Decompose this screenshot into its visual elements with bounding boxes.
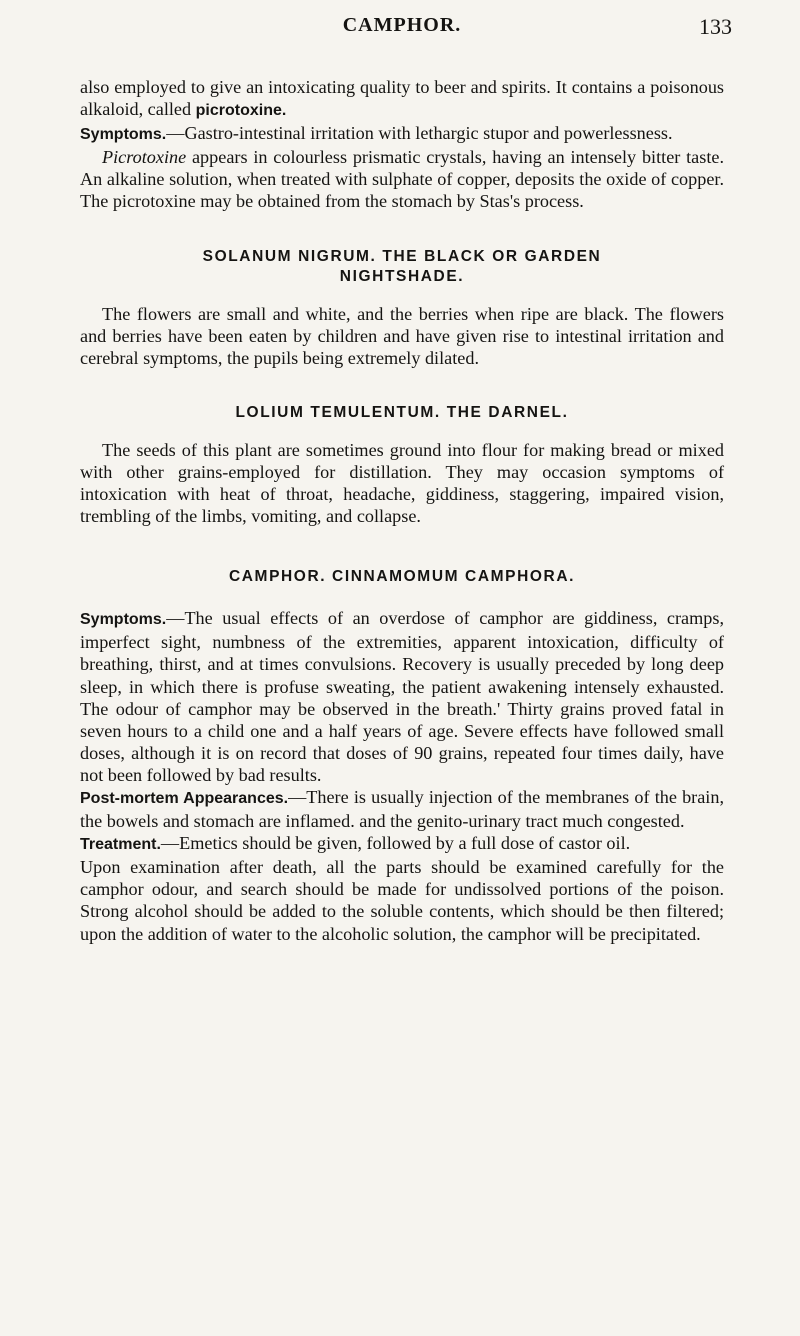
solanum-heading-line1: SOLANUM NIGRUM. THE BLACK OR GARDEN [202, 247, 602, 265]
intro-symptoms-label: Symptoms. [80, 126, 167, 144]
postmortem-paragraph [80, 786, 724, 832]
lolium-paragraph: The seeds of this plant are sometimes ground into flour for making bread or mixed with other grains-employed for distillation. They may occasion symptoms of intoxication with heat of throat, headache, giddiness, staggering, impaired vision, trembling of the limbs, vomiting, and collapse. [80, 439, 724, 527]
running-head [80, 0, 732, 76]
picrotoxine-text: appears in colourless prismatic crystals, having an intensely bitter taste. An alkaline solution, when treated with sulphate of copper, deposits the oxide of copper. The picrotoxine may be obtained from the stomach by Stas's process. [80, 147, 725, 212]
treatment-text: —Emetics should be given, followed by a full dose of castor oil. [160, 833, 631, 854]
intro-text: also employed to give an intoxicating quality to beer and spirits. It contains a poisonous alkaloid, called [80, 77, 724, 120]
intro-symptoms-text: —Gastro-intestinal irritation with lethargic stupor and powerlessness. [166, 123, 673, 144]
lolium-heading: LOLIUM TEMULENTUM. THE DARNEL. [235, 403, 569, 421]
solanum-heading [80, 247, 724, 287]
page-number: 133 [699, 14, 732, 39]
postmortem-text: —There is usually injection of the membranes of the brain, the bowels and stomach are inflamed. and the genito-urinary tract much congested. [80, 786, 725, 832]
camphor-symptoms-label: Symptoms. [80, 611, 167, 629]
intro-symptoms-paragraph [80, 122, 724, 146]
postmortem-label: Post-mortem Appearances. [80, 789, 289, 807]
picrotoxine-paragraph [80, 146, 724, 212]
camphor-heading: CAMPHOR. CINNAMOMUM CAMPHORA. [228, 568, 576, 586]
intro-paragraph [80, 76, 724, 122]
solanum-paragraph: The flowers are small and white, and the berries when ripe are black. The flowers and berries have been eaten by children and have given rise to intestinal irritation and cerebral symptoms, the pupils being extremely dilated. [80, 303, 724, 368]
running-title: CAMPHOR. [342, 14, 462, 36]
camphor-symptoms-text: —The usual effects of an overdose of camphor are giddiness, cramps, imperfect sight, numbness of the extremities, apparent intoxication, difficulty of breathing, thirst, and at times convulsions. Recovery is usually preceded by long deep sleep, in which there is profuse sweating, the patient awakening intensely exhausted. The odour of camphor may be observed in the breath.' Thirty grains proved fatal in seven hours to a child one and a half years of age. Severe effects have followed small doses, although it is on record that doses of 90 grains, repeated four times daily, have not been followed by bad results. [80, 608, 724, 785]
treatment-paragraph [80, 832, 724, 856]
treatment-label: Treatment. [80, 836, 161, 854]
picrotoxine-term: picrotoxine. [195, 102, 287, 120]
solanum-heading-line2: NIGHTSHADE. [339, 267, 465, 285]
camphor-symptoms-paragraph [80, 607, 724, 786]
examination-paragraph: Upon examination after death, all the parts should be examined carefully for the camphor odour, and search should be made for undissolved portions of the poison. Strong alcohol should be added to the soluble contents, which should be then filtered; upon the addition of water to the alcoholic solution, the camphor will be precipitated. [80, 857, 724, 944]
picrotoxine-italic-term: Picrotoxine [102, 147, 187, 168]
